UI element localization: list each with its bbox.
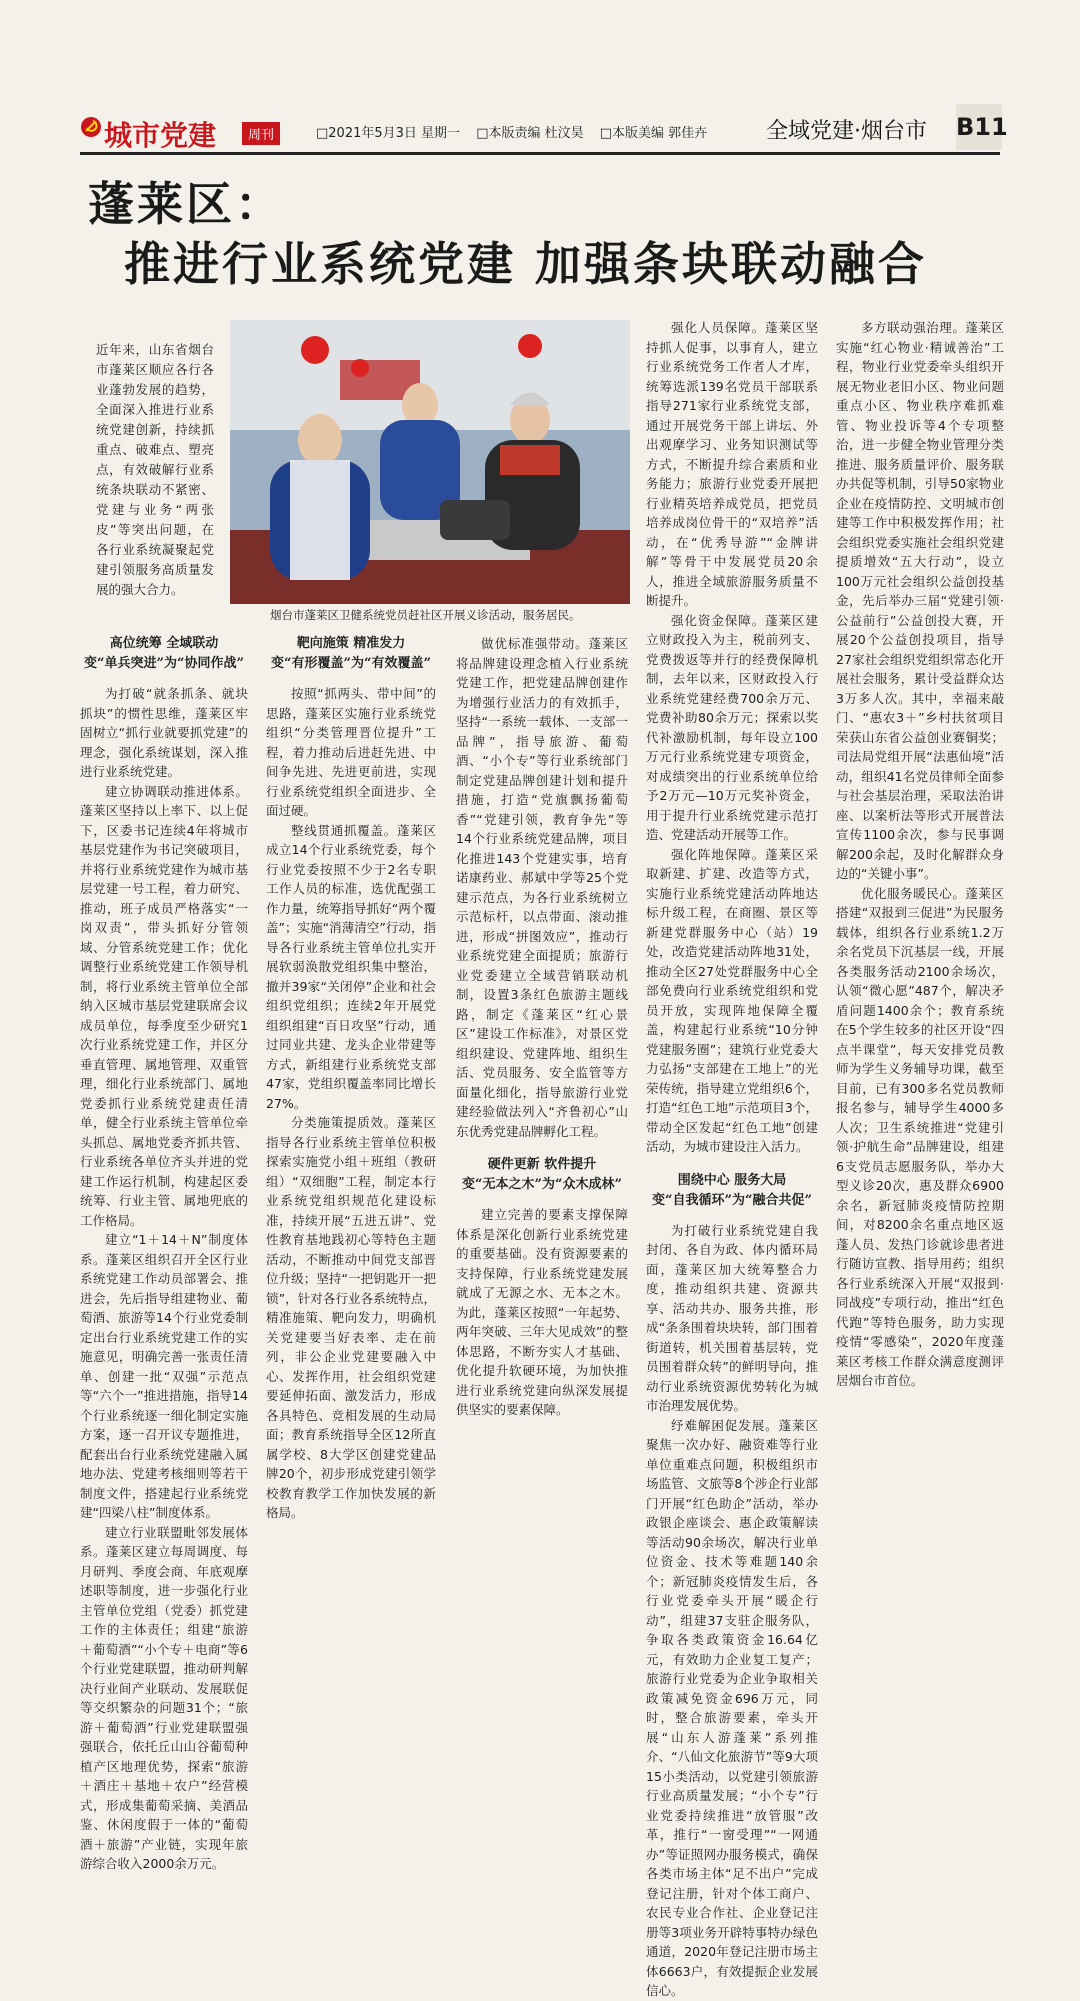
section-name: 全域党建·烟台市 xyxy=(766,119,927,144)
article-column-5 xyxy=(836,318,1004,1514)
paragraph: 强化资金保障。蓬莱区建立财政投入为主，税前列支、党费拨返等并行的经费保障机制，去年以来，区财政投入行业系统党建经费700余万元、党费补助80余万元；探索以奖代补激励机制，每年设立100万元行业系统党建专项资金，对成绩突出的行业系统单位给予2万元—10万元奖补资金，用于提升行业系统党建示范打造、党建活动开展等工作。 xyxy=(646,612,818,842)
paragraph: 为打破“就条抓条、就块抓块”的惯性思维，蓬莱区牢固树立“抓行业就要抓党建”的理念，强化系统谋划，深入推进行业系统党建。 xyxy=(80,686,248,779)
section-4-title: 围绕中心 服务大局 xyxy=(677,1172,787,1188)
article-column-2 xyxy=(266,634,436,1520)
section-2-subtitle: 变“有形覆盖”为“有效覆盖” xyxy=(271,656,431,671)
photo-caption: 烟台市蓬莱区卫健系统党员赶社区开展义诊活动，服务居民。 xyxy=(270,608,581,622)
party-emblem-icon xyxy=(80,116,102,138)
paragraph: 为打破行业系统党建自我封闭、各自为政、体内循环局面，蓬莱区加大统筹整合力度，推动组织共建、资源共享、活动共办、服务共推，形成“条条围着块块转，部门围着街道转，机关围着基层转，党员围着群众转”的鲜明导向，推动行业系统资源优势转化为城市治理发展优势。 xyxy=(646,1222,818,1413)
paragraph: 整线贯通抓覆盖。蓬莱区成立14个行业系统党委，每个行业党委按照不少于2名专职工作人员的标准，选优配强工作力量，统筹指导抓好“两个覆盖”；实施“消薄清空”行动，指导各行业系统主管单位扎实开展软弱涣散党组织集中整治，撤并39家“关闭停”企业和社会组织党组织；连续2年开展党组织组建“百日攻坚”行动，通过同业共建、龙头企业带建等方式，新组建行业系统党支部47家，党组织覆盖率同比增长27%。 xyxy=(266,822,436,1111)
section-1-subtitle: 变“单兵突进”为“协同作战” xyxy=(84,656,244,671)
masthead-logo: 城市党建 xyxy=(104,119,217,152)
paragraph: 建立协调联动推进体系。蓬莱区坚持以上率下、以上促下，区委书记连续4年将城市基层党建作为书记突破项目，并将行业系统党建作为城市基层党建一号工程，着力研究、推动，班子成员严格落实“一岗双责”，带头抓好分管领域、分管系统党建工作；优化调整行业系统党建工作领导机制，将行业系统主管单位全部纳入区城市基层党建联席会议成员单位，每季度至少研究1次行业系统党建工作，并区分垂直管理、属地管理、双重管理，细化行业系统部门、属地党委抓行业系统党建责任清单，健全行业系统主管单位牵头抓总、属地党委齐抓共管、行业系统各单位齐头并进的党建工作运行机制，构建起区委统筹、行业主管、属地兜底的工作格局。 xyxy=(80,783,248,1228)
paragraph: 强化阵地保障。蓬莱区采取新建、扩建、改造等方式，实施行业系统党建活动阵地达标升级工程，在商圈、景区等新建党群服务中心（站）19处，改造党建活动阵地31处，推动全区27处党群服务中心全部免费向行业系统党组织和党员开放，实现阵地保障全覆盖，构建起行业系统“10分钟党建服务圈”；建筑行业党委大力弘扬“支部建在工地上”的光荣传统，指导建立党组织6个，打造“红色工地”示范项目3个，带动全区发起“红色工地”创建活动，为城市建设注入活力。 xyxy=(646,846,818,1154)
masthead-tag: 周刊 xyxy=(242,122,280,145)
page-number: B11 xyxy=(956,104,1002,150)
paragraph: 建立行业联盟毗邻发展体系。蓬莱区建立每周调度、每月研判、季度会商、年底观摩述职等制度，进一步强化行业主管单位党组（党委）抓党建工作的主体责任；组建“旅游＋葡萄酒”“小个专＋电商”等6个行业党建联盟，推动研判解决行业间产业联动、发展联促等交织繁杂的问题31个；“旅游＋葡萄酒”行业党建联盟强强联合，依托丘山山谷葡萄种植产区地理优势，探索“旅游＋酒庄＋基地＋农户”经营模式，形成集葡萄采摘、美酒品鉴、休闲度假于一体的“葡萄酒＋旅游”产业链，实现年旅游综合收入2000余万元。 xyxy=(80,1524,248,1871)
issue-date: □2021年5月3日 星期一 xyxy=(316,126,461,141)
masthead-rule xyxy=(80,152,1000,155)
paragraph: 做优标准强带动。蓬莱区将品牌建设理念植入行业系统党建工作，把党建品牌创建作为增强行业活力的有效抓手，坚持“一系统一载体、一支部一品牌”，指导旅游、葡萄酒、“小个专”等行业系统部门制定党建品牌创建计划和提升措施，打造“党旗飘扬葡萄香”“党建引领，教育争先”等14个行业系统党建品牌，项目化推进143个党建实事，培育诺康药业、郝斌中学等25个党建示范点，为各行业系统树立示范标杆，以点带面、滚动推进，形成“拼图效应”，推动行业系统党建全面提质；旅游行业党委建立全域营销联动机制，设置3条红色旅游主题线路，制定《蓬莱区“红心景区”建设工作标准》，对景区党组织建设、党建阵地、组织生活、党员服务、安全监管等方面量化细化，指导旅游行业党建经验做法列入“齐鲁初心”山东优秀党建品牌孵化工程。 xyxy=(456,636,628,1139)
headline-line-2: 推进行业系统党建 加强条块联动融合 xyxy=(124,237,928,291)
article-column-4 xyxy=(646,318,818,1998)
section-2-title: 靶向施策 精准发力 xyxy=(296,636,406,651)
clinic-scene-illustration xyxy=(230,320,630,604)
paragraph: 建立“1＋14＋N”制度体系。蓬莱区组织召开全区行业系统党建工作动员部署会、推进会，先后指导组建物业、葡萄酒、旅游等14个行业党委制定出台行业系统党建工作的实施意见，明确完善一张责任清单、创建一批“双强”示范点等“六个一”推进措施，指导14个行业系统逐一细化制定实施方案，逐一召开议专题推进，配套出台行业系统党建融入属地办法、党建考核细则等若干制度文件，搭建起行业系统党建“四梁八柱”制度体系。 xyxy=(80,1232,248,1520)
masthead-meta xyxy=(316,122,719,141)
paragraph: 多方联动强治理。蓬莱区实施“红心物业·精诚善治”工程，物业行业党委牵头组织开展无物业老旧小区、物业问题重点小区、物业秩序难抓难管、物业投诉等4个专项整治，进一步健全物业管理分类推进、服务质量评价、服务联办共促等机制，引导50家物业企业在疫情防控、文明城市创建等工作中积极发挥作用；社会组织党委实施社会组织党建提质增效“五大行动”，设立100万元社会组织公益创投基金，先后举办三届“党建引领·公益前行”公益创投大赛，开展20个公益创投项目，指导27家社会组织党组织常态化开展社会服务，累计受益群众达3万多人次。其中，幸福来敲门、“惠农3＋”乡村扶贫项目荣获山东省公益创业赛铜奖；司法局党组开展“法惠仙境”活动，组织41名党员律师全面参与社会基层治理，采取法治讲座、以案析法等形式开展普法宣传1100余次，参与民事调解200余起，及时化解群众身边的“关键小事”。 xyxy=(836,320,1004,881)
section-4-subtitle: 变“自我循环”为“融合共促” xyxy=(652,1192,812,1208)
masthead xyxy=(80,104,1008,152)
paragraph: 分类施策提质效。蓬莱区指导各行业系统主管单位积极探索实施党小组＋班组（教研组）“双细胞”工程，制定本行业系统党组织规范化建设标准，持续开展“五进五讲”、党性教育基地践初心等特色主题活动，不断推动中间党支部晋位升级；坚持“一把钥匙开一把锁”，针对各行业各系统特点，精准施策、靶向发力，明确机关党建要当好表率、走在前列，非公企业党建要融入中心、发挥作用，社会组织党建要延伸拓面、激发活力，形成各具特色、竞相发展的生动局面；教育系统指导全区12所直属学校、8大学区创建党建品牌20个，初步形成党建引领学校教育教学工作加快发展的新格局。 xyxy=(266,1115,436,1520)
page-designer: □本版美编 郭佳卉 xyxy=(599,126,708,141)
paragraph: 强化人员保障。蓬莱区坚持抓人促事，以事育人，建立行业系统党务工作者人才库，统筹选派139名党员干部联系指导271家行业系统党支部，通过开展党务干部上讲坛、外出观摩学习、业务知识测试等方式，不断提升综合素质和业务能力；旅游行业党委开展把行业精英培养成党员，把党员培养成岗位骨干的“双培养”活动，在“优秀导游”“金牌讲解”等骨干中发展党员20余人，推进全域旅游服务质量不断提升。 xyxy=(646,320,818,608)
paragraph: 按照“抓两头、带中间”的思路，蓬莱区实施行业系统党组织“分类管理晋位提升”工程，着力推动后进赶先进、中间争先进、先进更前进，实现行业系统党组织全面进步、全面过硬。 xyxy=(266,686,436,818)
paragraph: 纾难解困促发展。蓬莱区聚焦一次办好、融资难等行业单位重难点问题，积极组织市场监管、文旅等8个涉企行业部门开展“红色助企”活动，举办政银企座谈会、惠企政策解读等活动90余场次，解决行业单位资金、技术等难题140余个；新冠肺炎疫情发生后，各行业党委牵头开展“暖企行动”，组建37支驻企服务队，争取各类政策资金16.64亿元，有效助力企业复工复产；旅游行业党委为企业争取相关政策减免资金696万元，同时，整合旅游要素，牵头开展“山东人游蓬莱”系列推介、“八仙文化旅游节”等9大项15小类活动，以党建引领旅游行业高质量发展；“小个专”行业党委持续推进“放管服”改革，推行“一窗受理”“一网通办”等证照网办服务模式，确保各类市场主体“足不出户”完成登记注册，针对个体工商户、农民专业合作社、企业登记注册等3项业务开辟特事特办绿色通道，2020年登记注册市场主体6663户，有效提振企业发展信心。 xyxy=(646,1417,818,1998)
paragraph: 优化服务暖民心。蓬莱区搭建“双报到三促进”为民服务载体，组织各行业系统1.2万余名党员下沉基层一线，开展各类服务活动2100余场次，认领“微心愿”487个，解决矛盾问题1400余个；教育系统在5个学生较多的社区开设“四点半课堂”，每天安排党员教师为学生义务辅导功课，截至目前，已有300多名党员教师报名参与，辅导学生4000多人次；卫生系统推进“党建引领·护航生命”品牌建设，组建6支党员志愿服务队，举办大型义诊20次，惠及群众6900余名，新冠肺炎疫情防控期间，对8200余名重点地区返蓬人员、发热门诊就诊患者进行随访宣教、指导用药；组织各行业系统深入开展“双报到·同战疫”专项行动，推出“红色代跑”等特色服务，助力实现疫情“零感染”，2020年度蓬莱区考核工作群众满意度测评居烟台市首位。 xyxy=(836,885,1004,1388)
section-1-title: 高位统筹 全域联动 xyxy=(109,636,219,651)
section-3-title: 硬件更新 软件提升 xyxy=(487,1157,597,1172)
page-editor: □本版责编 杜汶昊 xyxy=(476,126,584,141)
intro-text: 近年来，山东省烟台市蓬莱区顺应各行各业蓬勃发展的趋势，全面深入推进行业系统党建创新，持续抓重点、破难点、塑亮点，有效破解行业系统条块联动不紧密、党建与业务“两张皮”等突出问题，在各行业系统凝聚起党建引领服务高质量发展的强大合力。 xyxy=(96,342,214,597)
news-photo xyxy=(230,320,630,604)
article-column-1 xyxy=(80,634,248,1871)
article-column-3 xyxy=(456,634,628,1514)
headline-line-1: 蓬莱区： xyxy=(88,177,284,231)
paragraph: 建立完善的要素支撑保障体系是深化创新行业系统党建的重要基础。没有资源要素的支持保障，行业系统党建发展就成了无源之水、无本之木。为此，蓬莱区按照“一年起势、两年突破、三年大见成效”的整体思路，不断夯实人才基础、优化提升软硬环境，为加快推进行业系统党建向纵深发展提供坚实的要素保障。 xyxy=(456,1207,628,1417)
section-3-subtitle: 变“无本之木”为“众木成林” xyxy=(462,1177,622,1192)
